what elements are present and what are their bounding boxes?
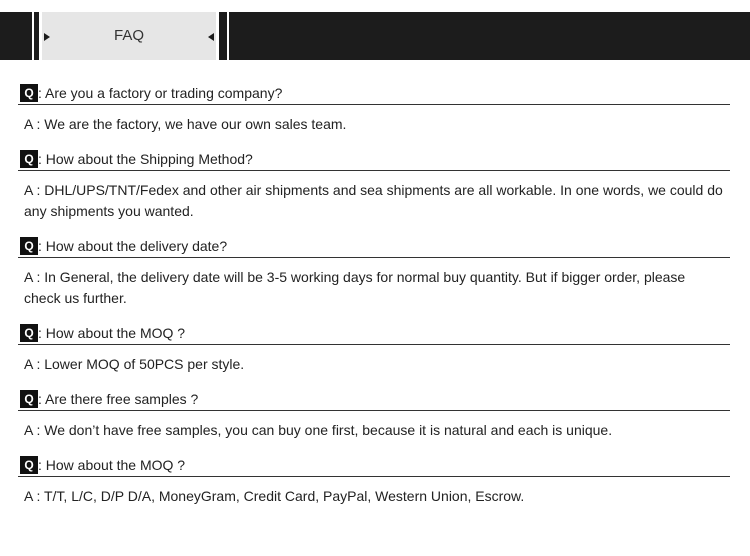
- question-row: [18, 235, 730, 258]
- question-text: : How about the MOQ ?: [38, 325, 186, 341]
- question-row: [18, 454, 730, 477]
- q-badge-icon: Q: [20, 237, 38, 255]
- faq-item: [18, 322, 730, 388]
- faq-item: [18, 148, 730, 235]
- question-text: : How about the Shipping Method?: [38, 151, 253, 167]
- faq-list: [18, 82, 730, 520]
- question-text: : Are there free samples ?: [38, 391, 199, 407]
- tab-divider-right: [227, 12, 229, 60]
- answer-text: A : In General, the delivery date will be 3-5 working days for normal buy quantity. But if bigger order, please check us further.: [24, 269, 686, 306]
- answer-text: A : Lower MOQ of 50PCS per style.: [24, 356, 245, 372]
- q-badge-icon: Q: [20, 150, 38, 168]
- question-text: : How about the MOQ ?: [38, 457, 186, 473]
- answer-text: A : We don’t have free samples, you can buy one first, because it is natural and each is unique.: [24, 422, 613, 438]
- tab-faq-label: FAQ: [113, 27, 144, 44]
- tab-divider-left: [32, 12, 34, 60]
- q-badge-icon: Q: [20, 324, 38, 342]
- faq-item: [18, 454, 730, 520]
- question-row: [18, 82, 730, 105]
- arrow-left-icon: [208, 33, 214, 41]
- faq-item: [18, 235, 730, 322]
- tab-faq[interactable]: [39, 12, 219, 60]
- question-row: [18, 388, 730, 411]
- question-text: : Are you a factory or trading company?: [38, 85, 283, 101]
- q-badge-icon: Q: [20, 456, 38, 474]
- answer-text: A : DHL/UPS/TNT/Fedex and other air shipments and sea shipments are all workable. In one words, we could do any shipments you wanted.: [24, 182, 723, 219]
- question-row: [18, 322, 730, 345]
- question-row: [18, 148, 730, 171]
- faq-item: [18, 82, 730, 148]
- q-badge-icon: Q: [20, 84, 38, 102]
- answer-text: A : We are the factory, we have our own sales team.: [24, 116, 347, 132]
- q-badge-icon: Q: [20, 390, 38, 408]
- question-text: : How about the delivery date?: [38, 238, 228, 254]
- faq-item: [18, 388, 730, 454]
- answer-text: A : T/T, L/C, D/P D/A, MoneyGram, Credit Card, PayPal, Western Union, Escrow.: [24, 488, 525, 504]
